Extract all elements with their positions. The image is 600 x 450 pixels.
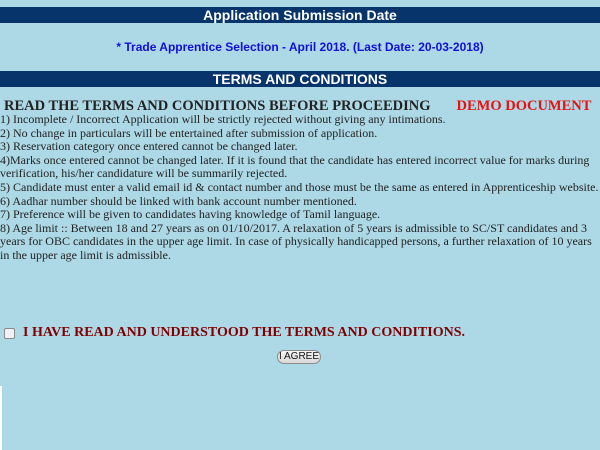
page-title-bar [0,7,600,23]
term-item: 6) Aadhar number should be linked with bank account number mentioned. [0,193,357,208]
agreement-row [4,324,465,342]
terms-heading-text: READ THE TERMS AND CONDITIONS BEFORE PROCEEDING [4,98,431,114]
term-item: 2) No change in particulars will be entertained after submission of application. [0,125,378,140]
section-title: TERMS AND CONDITIONS [212,71,388,87]
terms-list [0,113,600,263]
left-edge-divider [0,386,2,450]
term-item: 4)Marks once entered cannot be changed later. If it is found that the candidate has entered incorrect value for marks during verification, his/her candidature will be summarily rejected. [0,152,590,181]
section-title-bar [0,71,600,87]
term-item: 5) Candidate must enter a valid email id & contact number and those must be the same as entered in Apprenticeship website. [0,179,599,194]
agree-checkbox[interactable] [4,328,15,339]
demo-watermark: DEMO DOCUMENT [456,98,592,114]
term-item: 8) Age limit :: Between 18 and 27 years as on 01/10/2017. A relaxation of 5 years is admissible to SC/ST candidates and 3 years for OBC candidates in the upper age limit. In case of physically handicapped persons, a further relaxation of 10 years in the upper age limit is admissible. [0,220,592,262]
page-title: Application Submission Date [203,7,397,23]
term-item: 1) Incomplete / Incorrect Application will be strictly rejected without giving any intimations. [0,112,446,126]
i-agree-button[interactable]: I AGREE [278,351,319,362]
selection-notice: * Trade Apprentice Selection - April 2018. (Last Date: 20-03-2018) [116,40,484,54]
term-item: 3) Reservation category once entered cannot be changed later. [0,139,298,154]
term-item: 7) Preference will be given to candidates having knowledge of Tamil language. [0,207,381,222]
agreement-label: I HAVE READ AND UNDERSTOOD THE TERMS AND CONDITIONS. [23,325,466,340]
